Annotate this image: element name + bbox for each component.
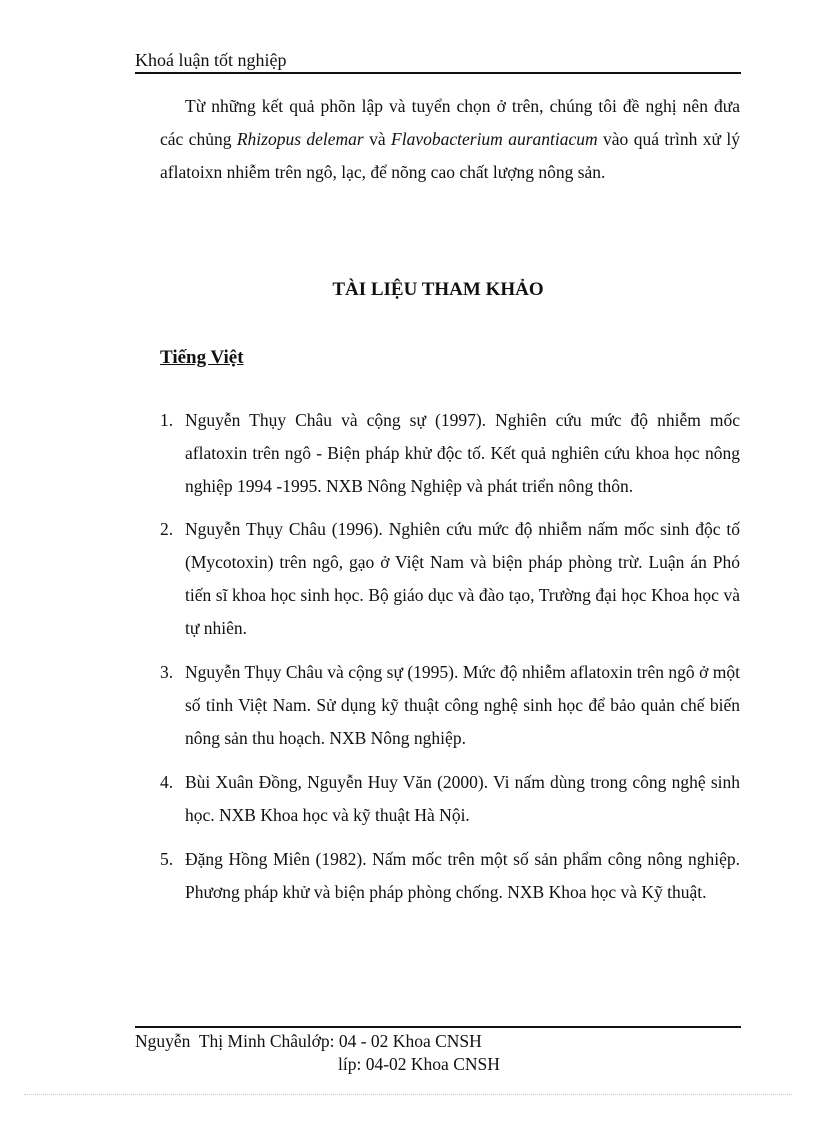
reference-text: Bùi Xuân Đồng, Nguyễn Huy Văn (2000). Vi nấm dùng trong công nghệ sinh học. NXB Khoa học và kỹ thuật Hà Nội.: [185, 772, 740, 825]
footer-class-line: líp: 04-02 Khoa CNSH: [338, 1054, 500, 1074]
reference-item: [160, 843, 740, 909]
reference-number: 1.: [160, 410, 174, 430]
reference-item: [160, 513, 740, 645]
reference-text: Nguyễn Thụy Châu (1996). Nghiên cứu mức độ nhiễm nấm mốc sinh độc tố (Mycotoxin) trên ngô, gạo ở Việt Nam và biện pháp phòng trừ. Luận án Phó tiến sĩ khoa học sinh học. Bộ giáo dục và đào tạo, Trường đại học Khoa học và tự nhiên.: [185, 519, 740, 638]
reference-text: Nguyễn Thụy Châu và cộng sự (1997). Nghiên cứu mức độ nhiễm mốc aflatoxin trên ngô - Biện pháp khử độc tố. Kết quả nghiên cứu khoa học nông nghiệp 1994 -1995. NXB Nông Nghiệp và phát triển nông thôn.: [185, 410, 740, 496]
reference-number: 2.: [160, 519, 174, 539]
page-bottom-edge: [24, 1094, 792, 1095]
conclusion-paragraph: [160, 90, 740, 189]
reference-number: 5.: [160, 849, 174, 869]
intro-text-3: vào quá trình xử lý aflatoixn nhiễm trên ngô, lạc, để nõng cao chất lượng nông sản.: [160, 129, 741, 182]
reference-item: [160, 404, 740, 503]
species-name-flavobacterium: Flavobacterium aurantiacum: [391, 129, 598, 149]
references-subheading: Tiếng Việt: [160, 347, 244, 368]
running-header: Khoá luận tốt nghiệp: [135, 50, 287, 70]
reference-number: 4.: [160, 772, 174, 792]
reference-item: [160, 656, 740, 755]
references-heading: TÀI LIỆU THAM KHẢO: [332, 279, 544, 300]
reference-text: Đặng Hồng Miên (1982). Nấm mốc trên một số sản phẩm công nông nghiệp. Phương pháp khử và biện pháp phòng chống. NXB Khoa học và Kỹ thuật.: [185, 849, 740, 902]
header-rule: [135, 72, 741, 74]
reference-text: Nguyễn Thụy Châu và cộng sự (1995). Mức độ nhiễm aflatoxin trên ngô ở một số tỉnh Việt Nam. Sử dụng kỹ thuật công nghệ sinh học để bảo quản chế biến nông sản thu hoạch. NXB Nông nghiệp.: [185, 662, 740, 748]
species-name-rhizopus: Rhizopus delemar: [236, 129, 364, 149]
footer-rule: [135, 1026, 741, 1028]
intro-text-2: và: [363, 129, 392, 149]
footer-author-line: Nguyễn Thị Minh Châulớp: 04 - 02 Khoa CNSH: [135, 1031, 482, 1051]
intro-text-1: Từ những kết quả phõn lập và tuyển chọn ở trên, chúng tôi đề nghị nên đưa các chủng: [160, 96, 740, 149]
reference-number: 3.: [160, 662, 174, 682]
reference-item: [160, 766, 740, 832]
